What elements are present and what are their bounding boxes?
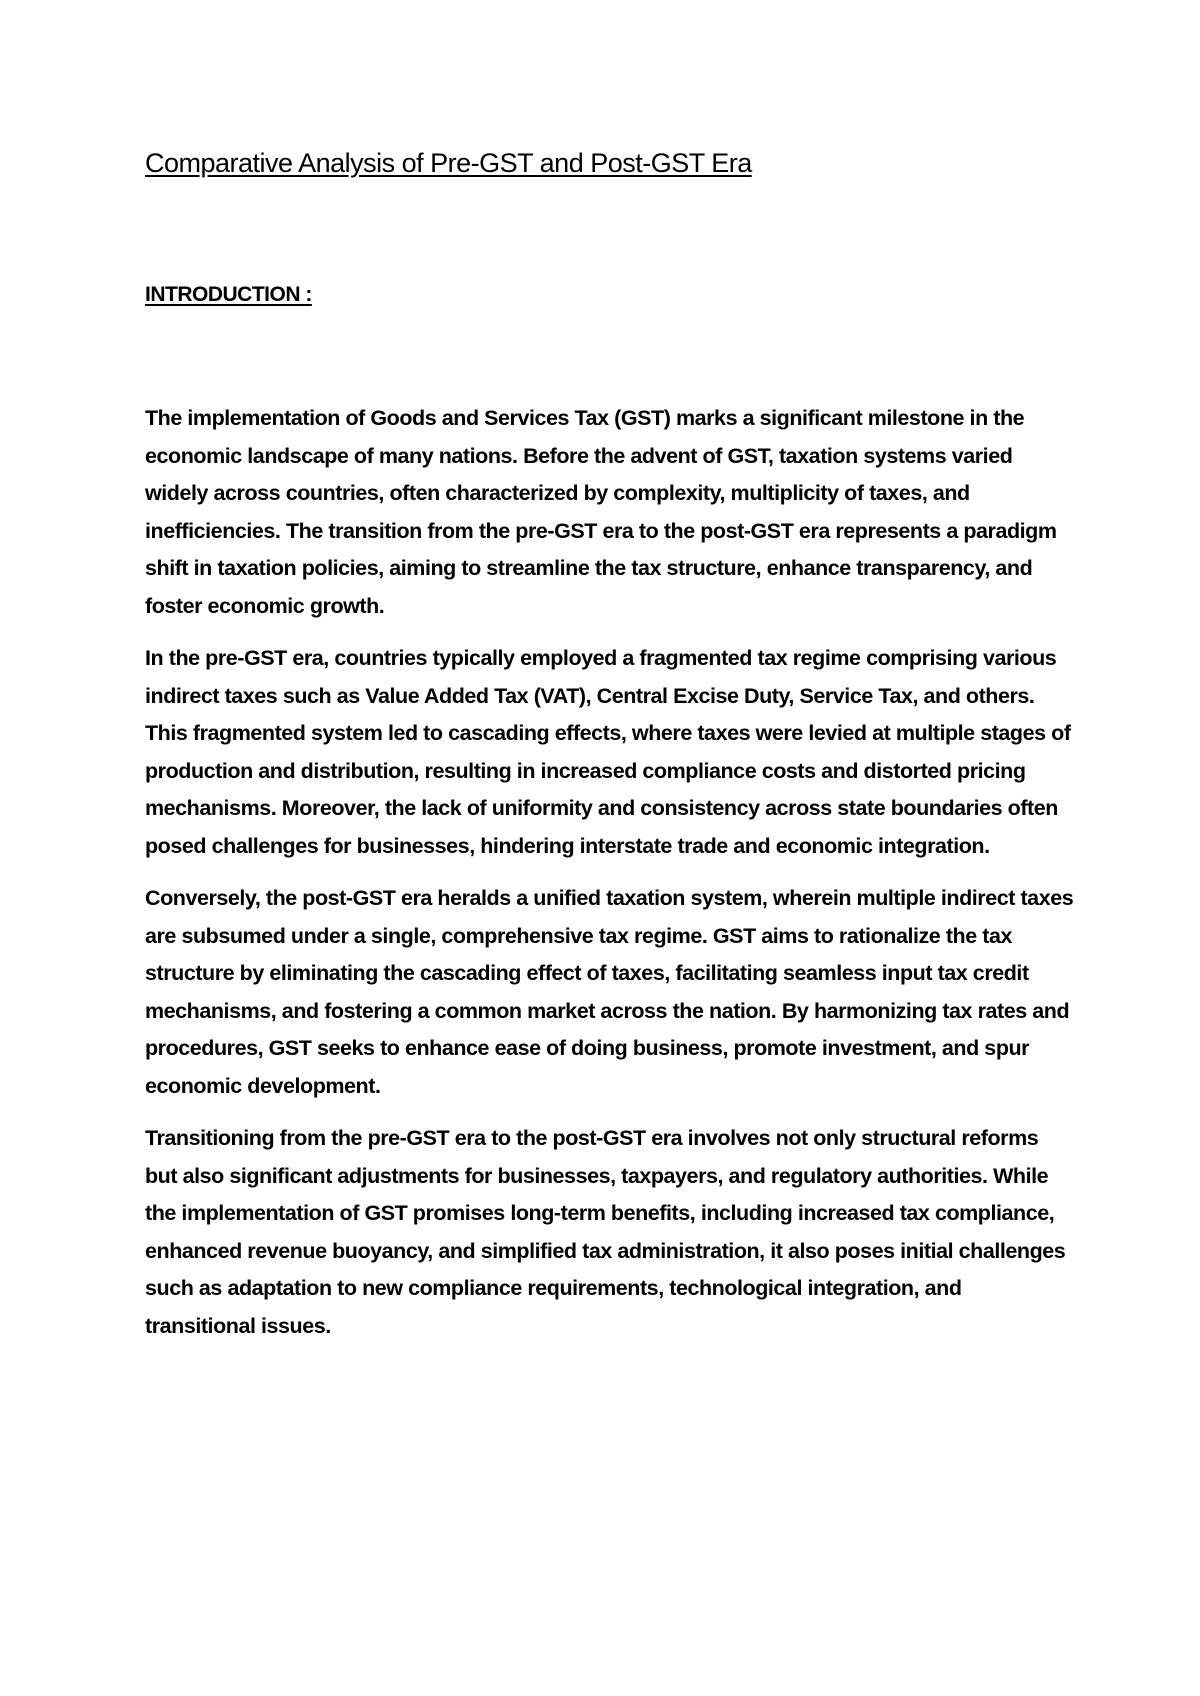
- section-heading-introduction: INTRODUCTION :: [145, 283, 312, 306]
- paragraph-1: The implementation of Goods and Services Tax (GST) marks a significant milestone in the economic landscape of many nations. Before the advent of GST, taxation systems varied widely across countries, often characterized by complexity, multiplicity of taxes, and inefficiencies. The transition from the pre-GST era to the post-GST era represents a paradigm shift in taxation policies, aiming to streamline the tax structure, enhance transparency, and foster economic growth.: [145, 406, 1057, 618]
- paragraph-4: Transitioning from the pre-GST era to the post-GST era involves not only structural reforms but also significant adjustments for businesses, taxpayers, and regulatory authorities. While the implementation of GST promises long-term benefits, including increased tax compliance, enhanced revenue buoyancy, and simplified tax administration, it also poses initial challenges such as adaptation to new compliance requirements, technological integration, and transitional issues.: [145, 1126, 1066, 1338]
- paragraph-3: Conversely, the post-GST era heralds a unified taxation system, wherein multiple indirect taxes are subsumed under a single, comprehensive tax regime. GST aims to rationalize the tax structure by eliminating the cascading effect of taxes, facilitating seamless input tax credit mechanisms, and fostering a common market across the nation. By harmonizing tax rates and procedures, GST seeks to enhance ease of doing business, promote investment, and spur economic development.: [145, 886, 1074, 1098]
- document-body: [145, 400, 1075, 1360]
- paragraph-2: In the pre-GST era, countries typically employed a fragmented tax regime comprising various indirect taxes such as Value Added Tax (VAT), Central Excise Duty, Service Tax, and others. This fragmented system led to cascading effects, where taxes were levied at multiple stages of production and distribution, resulting in increased compliance costs and distorted pricing mechanisms. Moreover, the lack of uniformity and consistency across state boundaries often posed challenges for businesses, hindering interstate trade and economic integration.: [145, 646, 1071, 858]
- document-title: Comparative Analysis of Pre-GST and Post-GST Era: [145, 148, 752, 178]
